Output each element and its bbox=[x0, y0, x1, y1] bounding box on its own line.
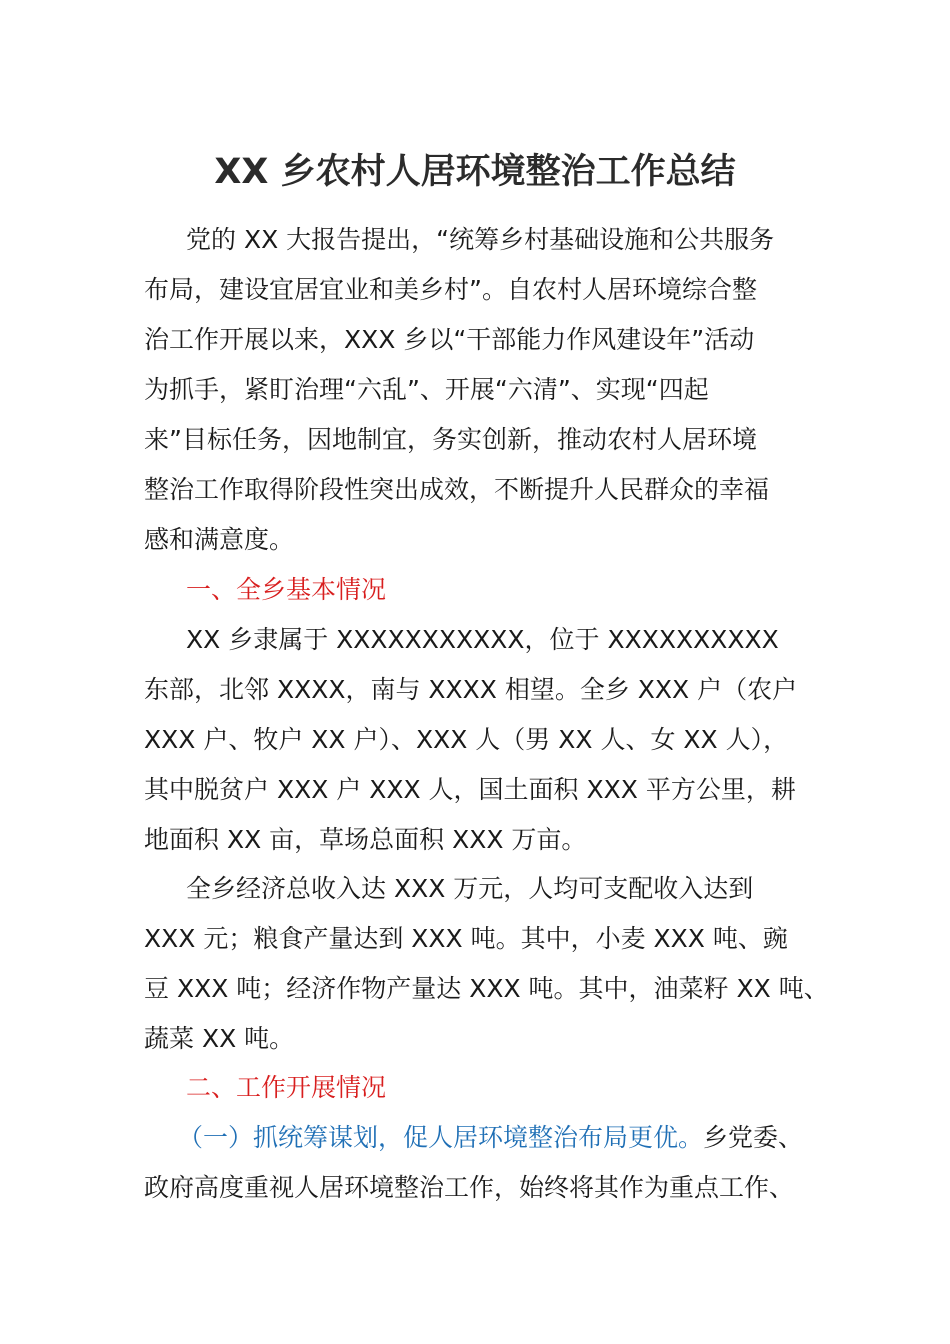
intro-line-5: 来”目标任务，因地制宜，务实创新，推动农村人居环境 bbox=[144, 425, 757, 454]
intro-line-7: 感和满意度。 bbox=[144, 525, 295, 554]
document-title: XX 乡农村人居环境整治工作总结 bbox=[214, 152, 736, 192]
section1-para2-line-1: 全乡经济总收入达 XXX 万元，人均可支配收入达到 bbox=[186, 874, 754, 903]
subsection-1-line-2: 政府高度重视人居环境整治工作，始终将其作为重点工作、 bbox=[144, 1173, 795, 1202]
section1-para1-line-1: XX 乡隶属于 XXXXXXXXXXX，位于 XXXXXXXXXX bbox=[186, 625, 779, 654]
section1-para1-line-2: 东部，北邻 XXXX，南与 XXXX 相望。全乡 XXX 户（农户 bbox=[144, 675, 798, 704]
section-heading-basic-situation: 一、全乡基本情况 bbox=[186, 575, 387, 604]
section1-para2-line-2: XXX 元；粮食产量达到 XXX 吨。其中，小麦 XXX 吨、豌 bbox=[144, 924, 788, 953]
intro-line-2: 布局，建设宜居宜业和美乡村”。自农村人居环境综合整 bbox=[144, 275, 757, 304]
intro-line-3: 治工作开展以来，XXX 乡以“干部能力作风建设年”活动 bbox=[144, 325, 755, 354]
intro-line-4: 为抓手，紧盯治理“六乱”、开展“六清”、实现“四起 bbox=[144, 375, 709, 404]
section-heading-work-progress: 二、工作开展情况 bbox=[186, 1073, 387, 1102]
section1-para2-line-3: 豆 XXX 吨；经济作物产量达 XXX 吨。其中，油菜籽 XX 吨、 bbox=[144, 974, 829, 1003]
section1-para1-line-5: 地面积 XX 亩，草场总面积 XXX 万亩。 bbox=[144, 825, 587, 854]
section1-para1-line-3: XXX 户、牧户 XX 户）、XXX 人（男 XX 人、女 XX 人）， bbox=[144, 725, 789, 754]
intro-line-6: 整治工作取得阶段性突出成效，不断提升人民群众的幸福 bbox=[144, 475, 770, 504]
section1-para1-line-4: 其中脱贫户 XXX 户 XXX 人，国土面积 XXX 平方公里，耕 bbox=[144, 775, 796, 804]
subsection-1-text: 乡党委、 bbox=[703, 1123, 804, 1152]
subsection-1-line-1 bbox=[178, 1120, 858, 1156]
section1-para2-line-4: 蔬菜 XX 吨。 bbox=[144, 1024, 295, 1053]
intro-line-1: 党的 XX 大报告提出，“统筹乡村基础设施和公共服务 bbox=[186, 225, 775, 254]
subsection-1-heading: （一）抓统筹谋划，促人居环境整治布局更优。 bbox=[178, 1123, 704, 1152]
